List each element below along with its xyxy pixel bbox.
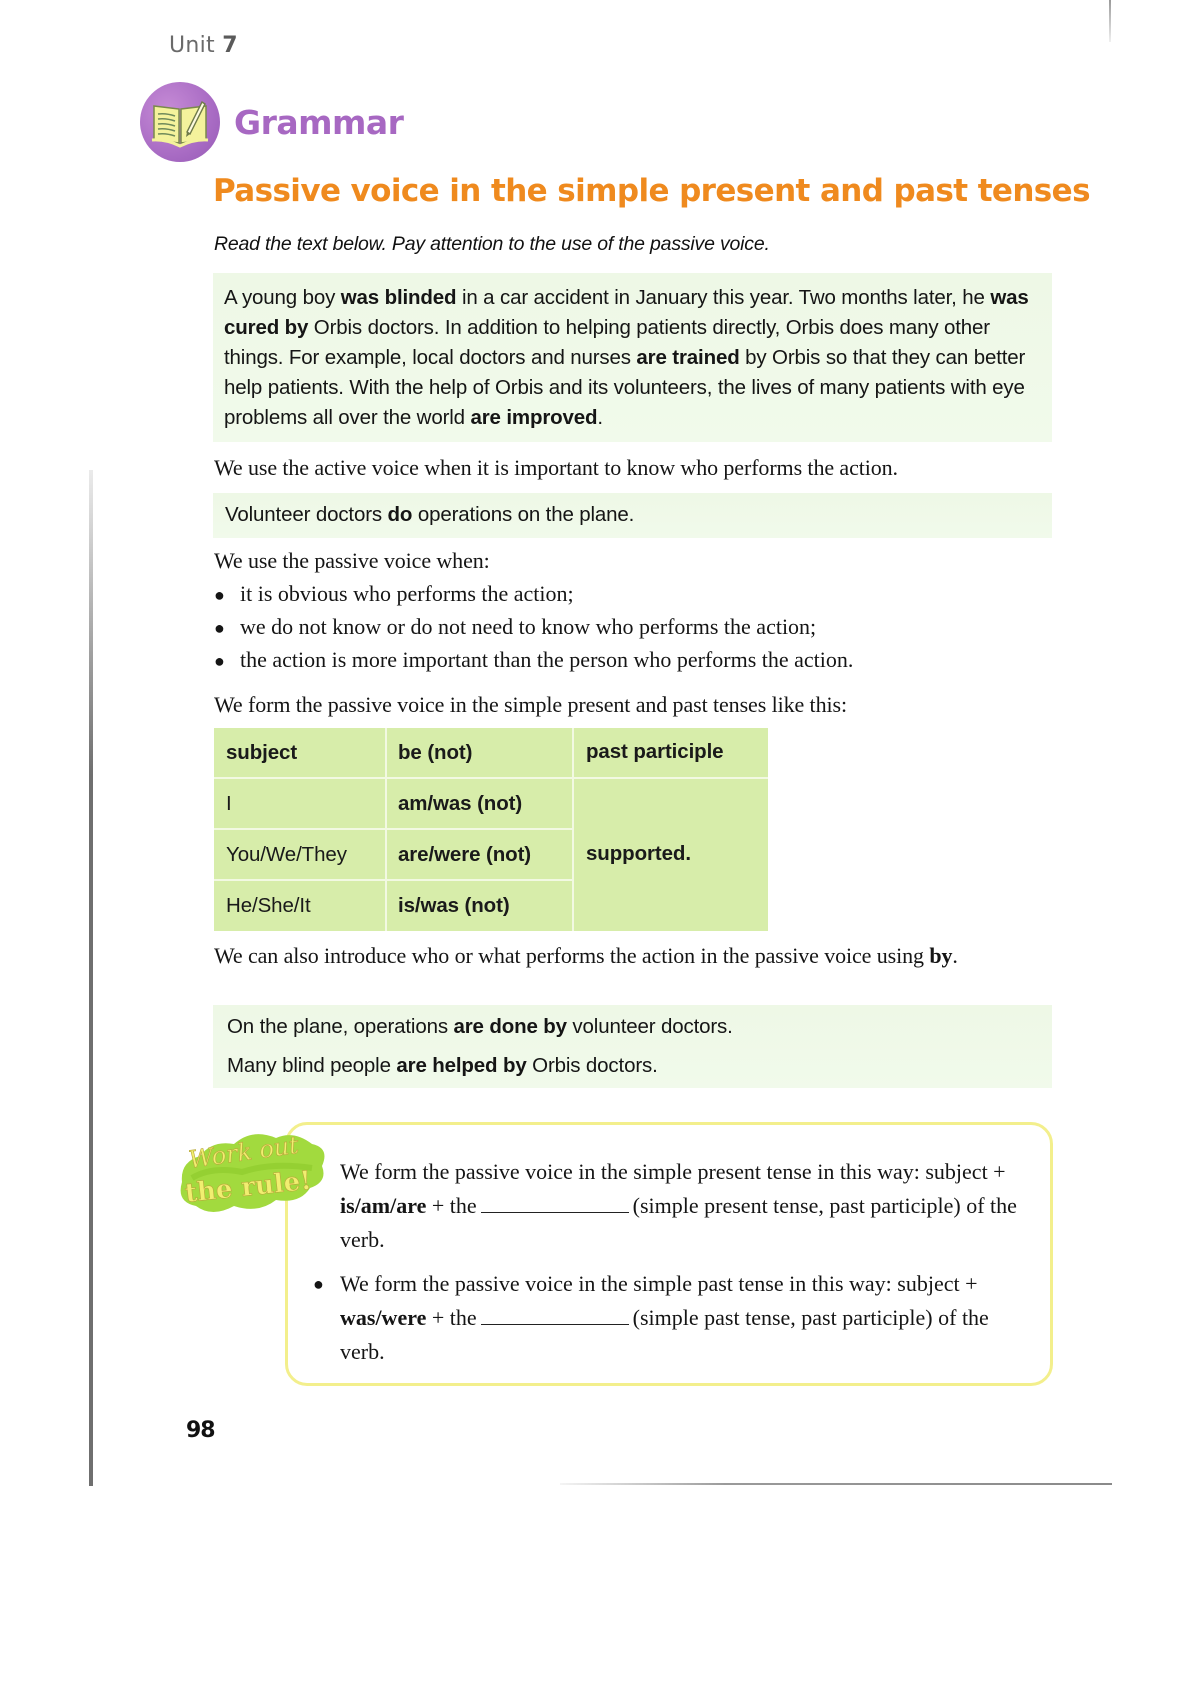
rule-text: + the	[426, 1193, 477, 1218]
rule-item	[313, 1267, 1020, 1369]
by-intro-end: .	[952, 943, 958, 968]
by-example	[227, 1015, 733, 1039]
table-divider	[214, 777, 768, 779]
passive-use-text: we do not know or do not need to know who performs the action;	[240, 614, 817, 639]
table-cell-be: am/was (not)	[398, 792, 523, 815]
reading-passage	[224, 283, 1054, 433]
rule-text: (simple present tense, past participle) of the verb.	[340, 1193, 1017, 1252]
table-divider	[214, 879, 572, 881]
active-example	[225, 503, 634, 527]
example-bold-verb: are done by	[453, 1015, 567, 1038]
example-text: operations on the plane.	[412, 503, 635, 526]
open-book-pencil-icon	[140, 82, 220, 162]
passage-text: in a car accident in January this year. Two months later, he	[456, 286, 991, 309]
example-bold-verb: are helped by	[396, 1054, 527, 1077]
passive-voice-intro: We use the passive voice when:	[214, 548, 490, 573]
passage-text: Orbis doctors. In addition to helping patients directly, Orbis does many other things. For example, local doctors and nurses	[224, 316, 990, 369]
bullet-icon: ●	[214, 618, 225, 638]
by-example	[227, 1054, 658, 1078]
by-agent-intro	[214, 940, 1034, 972]
passive-use-item	[214, 647, 853, 673]
table-cell-participle: supported.	[586, 842, 691, 865]
unit-label-text: Unit	[169, 33, 215, 58]
bullet-icon: ●	[214, 651, 225, 671]
instruction-text: Read the text below. Pay attention to the use of the passive voice.	[214, 233, 770, 255]
rule-text: (simple past tense, past participle) of the verb.	[340, 1305, 989, 1364]
rule-text: We form the passive voice in the simple past tense in this way: subject +	[340, 1271, 978, 1296]
table-header-subject: subject	[226, 741, 298, 764]
badge-line-2: the rule!	[183, 1165, 313, 1209]
table-cell-be: is/was (not)	[398, 894, 510, 917]
passage-text: .	[597, 406, 603, 429]
example-text: On the plane, operations	[227, 1015, 454, 1038]
example-text: Many blind people	[227, 1054, 397, 1077]
passive-verb-highlight: are trained	[636, 346, 740, 369]
by-examples-box	[213, 1005, 1052, 1088]
bullet-icon: ●	[214, 585, 225, 605]
passive-use-item	[214, 614, 816, 640]
active-voice-rule: We use the active voice when it is important to know who performs the action.	[214, 455, 898, 480]
active-example-box	[213, 493, 1052, 538]
rule-item	[340, 1155, 1020, 1257]
fill-in-blank[interactable]	[481, 1306, 629, 1325]
bullet-icon: ●	[313, 1274, 324, 1294]
passive-use-text: the action is more important than the person who performs the action.	[240, 647, 854, 672]
table-divider	[572, 728, 574, 931]
by-intro-bold: by	[929, 943, 953, 968]
passive-verb-highlight: was cured by	[224, 286, 1029, 339]
table-cell-subject: You/We/They	[226, 843, 347, 866]
table-cell-be: are/were (not)	[398, 843, 532, 866]
badge-line-1: Work out	[186, 1130, 301, 1174]
example-bold-verb: do	[387, 503, 413, 526]
page-number: 98	[186, 1418, 215, 1443]
unit-number: 7	[222, 33, 238, 58]
page-edge-line	[1109, 0, 1111, 42]
passive-use-item	[214, 581, 574, 607]
passive-verb-highlight: was blinded	[340, 286, 457, 309]
example-text: Orbis doctors.	[526, 1054, 658, 1077]
by-intro-text: We can also introduce who or what performs the action in the passive voice using	[214, 943, 930, 968]
table-cell-subject: He/She/It	[226, 894, 311, 917]
work-out-rule-box	[285, 1122, 1053, 1386]
form-intro: We form the passive voice in the simple present and past tenses like this:	[214, 692, 847, 717]
passive-verb-highlight: are improved	[470, 406, 598, 429]
binding-edge-line	[89, 470, 93, 1486]
rule-bold: is/am/are	[340, 1193, 427, 1218]
passage-text: A young boy	[224, 286, 341, 309]
unit-label	[169, 33, 238, 58]
passive-use-text: it is obvious who performs the action;	[240, 581, 574, 606]
rule-text: We form the passive voice in the simple present tense in this way: subject +	[340, 1159, 1006, 1184]
rule-bold: was/were	[340, 1305, 427, 1330]
example-text: Volunteer doctors	[225, 503, 388, 526]
section-heading: Grammar	[234, 103, 404, 142]
page-bottom-line	[560, 1483, 1112, 1485]
example-text: volunteer doctors.	[566, 1015, 733, 1038]
passage-text: by Orbis so that they can better help patients. With the help of Orbis and its volunteers, the lives of many patients with eye problems all over the world	[224, 346, 1026, 429]
reading-passage-box	[213, 273, 1052, 442]
passive-form-table	[214, 728, 768, 931]
rule-text: + the	[426, 1305, 477, 1330]
work-out-rule-badge	[172, 1122, 332, 1222]
page-title: Passive voice in the simple present and past tenses	[213, 173, 1090, 209]
table-divider	[214, 828, 572, 830]
table-header-be: be (not)	[398, 741, 473, 764]
table-cell-subject: I	[226, 792, 232, 815]
table-header-participle: past participle	[586, 740, 724, 763]
fill-in-blank[interactable]	[481, 1194, 629, 1213]
